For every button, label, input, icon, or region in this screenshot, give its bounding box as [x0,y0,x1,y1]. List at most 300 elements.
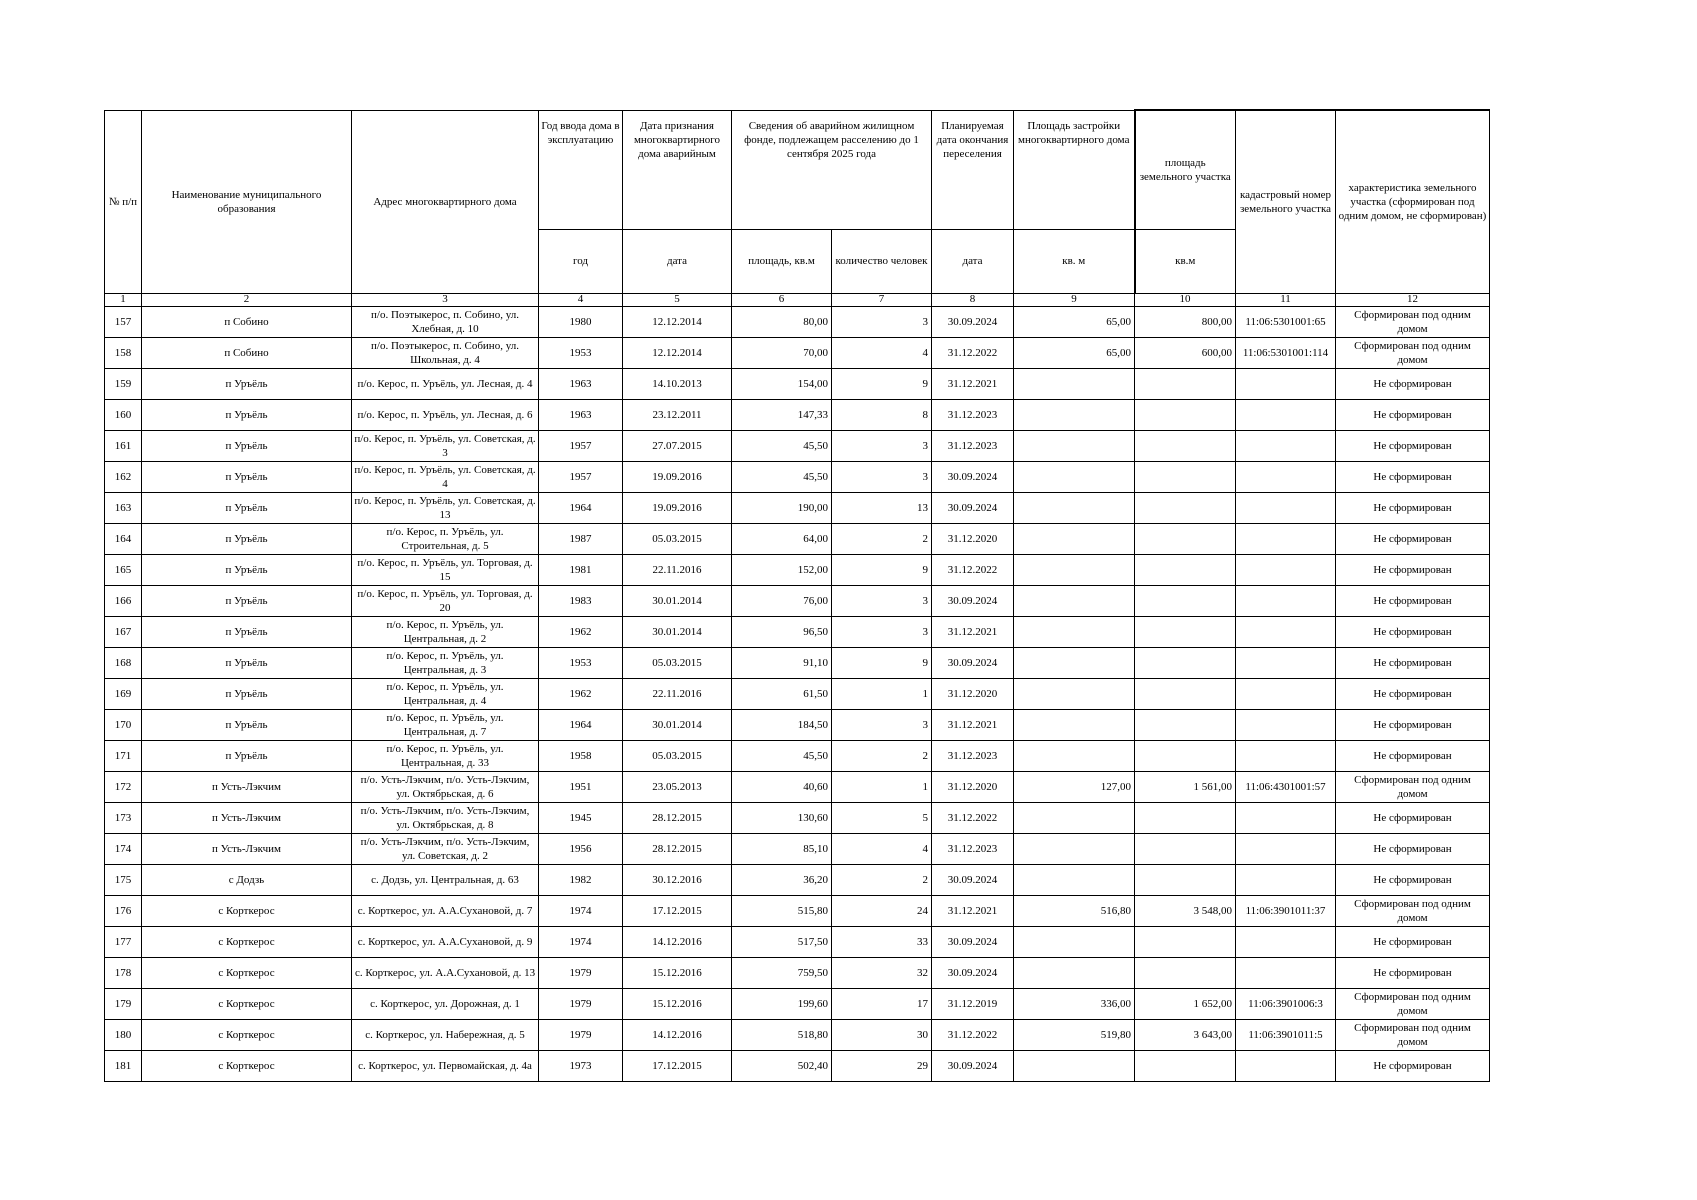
building-area [1014,864,1135,895]
table-body [105,306,1490,1081]
municipality: с Корткерос [142,926,352,957]
table-row [105,523,1490,554]
municipality: п Уръёль [142,430,352,461]
area: 147,33 [732,399,832,430]
table-row [105,678,1490,709]
address: п/о. Керос, п. Уръёль, ул. Торговая, д. 15 [352,554,539,585]
subheader-people: количество человек [832,229,932,293]
people-count: 4 [832,833,932,864]
planned-date: 31.12.2023 [932,430,1014,461]
area: 85,10 [732,833,832,864]
people-count: 2 [832,740,932,771]
recognition-date: 19.09.2016 [623,461,732,492]
year-built: 1951 [539,771,623,802]
planned-date: 31.12.2020 [932,678,1014,709]
people-count: 3 [832,430,932,461]
recognition-date: 27.07.2015 [623,430,732,461]
year-built: 1979 [539,988,623,1019]
building-area [1014,492,1135,523]
land-characteristic: Не сформирован [1336,740,1490,771]
people-count: 4 [832,337,932,368]
row-number: 169 [105,678,142,709]
planned-date: 30.09.2024 [932,492,1014,523]
land-area [1135,616,1236,647]
land-area [1135,399,1236,430]
land-characteristic: Не сформирован [1336,709,1490,740]
cadastral-number: 11:06:5301001:114 [1236,337,1336,368]
address: с. Корткерос, ул. Набережная, д. 5 [352,1019,539,1050]
year-built: 1953 [539,337,623,368]
people-count: 32 [832,957,932,988]
year-built: 1963 [539,399,623,430]
row-number: 162 [105,461,142,492]
year-built: 1979 [539,1019,623,1050]
row-number: 159 [105,368,142,399]
municipality: с Корткерос [142,957,352,988]
row-number: 158 [105,337,142,368]
area: 517,50 [732,926,832,957]
land-characteristic: Сформирован под одним домом [1336,306,1490,337]
row-number: 180 [105,1019,142,1050]
municipality: п Собино [142,306,352,337]
planned-date: 31.12.2022 [932,337,1014,368]
cadastral-number [1236,833,1336,864]
year-built: 1974 [539,926,623,957]
land-characteristic: Сформирован под одним домом [1336,1019,1490,1050]
subheader-date: дата [623,229,732,293]
land-characteristic: Не сформирован [1336,554,1490,585]
land-area [1135,430,1236,461]
subheader-land-unit: кв.м [1135,229,1236,293]
recognition-date: 30.01.2014 [623,616,732,647]
people-count: 8 [832,399,932,430]
row-number: 157 [105,306,142,337]
land-characteristic: Не сформирован [1336,647,1490,678]
table-row [105,1050,1490,1081]
recognition-date: 23.12.2011 [623,399,732,430]
people-count: 9 [832,554,932,585]
area: 91,10 [732,647,832,678]
area: 96,50 [732,616,832,647]
cadastral-number [1236,802,1336,833]
year-built: 1981 [539,554,623,585]
row-number: 181 [105,1050,142,1081]
table-row [105,368,1490,399]
cadastral-number [1236,616,1336,647]
recognition-date: 14.10.2013 [623,368,732,399]
land-area [1135,864,1236,895]
planned-date: 31.12.2020 [932,523,1014,554]
land-area [1135,740,1236,771]
building-area: 65,00 [1014,337,1135,368]
building-area [1014,368,1135,399]
address: с. Корткерос, ул. А.А.Сухановой, д. 7 [352,895,539,926]
people-count: 3 [832,461,932,492]
land-characteristic: Не сформирован [1336,616,1490,647]
column-number-row [105,293,1490,306]
people-count: 3 [832,585,932,616]
table-row [105,554,1490,585]
row-number: 170 [105,709,142,740]
area: 759,50 [732,957,832,988]
land-characteristic: Сформирован под одним домом [1336,337,1490,368]
building-area [1014,585,1135,616]
table-row [105,306,1490,337]
address: с. Корткерос, ул. Дорожная, д. 1 [352,988,539,1019]
table-row [105,771,1490,802]
planned-date: 30.09.2024 [932,647,1014,678]
header-land-characteristic: характеристика земельного участка (сформирован под одним домом, не сформирован) [1336,110,1490,293]
row-number: 172 [105,771,142,802]
recognition-date: 17.12.2015 [623,1050,732,1081]
cadastral-number: 11:06:5301001:65 [1236,306,1336,337]
land-area [1135,1050,1236,1081]
recognition-date: 15.12.2016 [623,988,732,1019]
table-row [105,988,1490,1019]
building-area [1014,802,1135,833]
address: п/о. Поэтыкерос, п. Собино, ул. Школьная, д. 4 [352,337,539,368]
address: п/о. Поэтыкерос, п. Собино, ул. Хлебная, д. 10 [352,306,539,337]
area: 190,00 [732,492,832,523]
cadastral-number: 11:06:3901006:3 [1236,988,1336,1019]
address: п/о. Усть-Лэкчим, п/о. Усть-Лэкчим, ул. Октябрьская, д. 6 [352,771,539,802]
subheader-plan-date: дата [932,229,1014,293]
recognition-date: 15.12.2016 [623,957,732,988]
municipality: п Уръёль [142,585,352,616]
year-built: 1974 [539,895,623,926]
column-number: 12 [1336,293,1490,306]
row-number: 165 [105,554,142,585]
year-built: 1956 [539,833,623,864]
address: п/о. Керос, п. Уръёль, ул. Строительная, д. 5 [352,523,539,554]
people-count: 24 [832,895,932,926]
header-recognition-date: Дата признания многоквартирного дома аварийным [623,110,732,229]
year-built: 1983 [539,585,623,616]
land-area: 1 652,00 [1135,988,1236,1019]
municipality: п Уръёль [142,492,352,523]
people-count: 33 [832,926,932,957]
column-number: 8 [932,293,1014,306]
municipality: п Усть-Лэкчим [142,771,352,802]
municipality: с Корткерос [142,1050,352,1081]
cadastral-number [1236,554,1336,585]
planned-date: 31.12.2020 [932,771,1014,802]
housing-table [104,109,1490,1082]
row-number: 173 [105,802,142,833]
address: п/о. Керос, п. Уръёль, ул. Центральная, д. 33 [352,740,539,771]
land-area [1135,833,1236,864]
land-area [1135,709,1236,740]
people-count: 1 [832,771,932,802]
planned-date: 30.09.2024 [932,957,1014,988]
cadastral-number [1236,492,1336,523]
row-number: 178 [105,957,142,988]
year-built: 1957 [539,461,623,492]
row-number: 171 [105,740,142,771]
header-planned-date: Планируемая дата окончания переселения [932,110,1014,229]
land-area: 3 643,00 [1135,1019,1236,1050]
header-number: № п/п [105,110,142,293]
year-built: 1980 [539,306,623,337]
header-land-area: площадь земельного участка [1135,110,1236,229]
municipality: п Уръёль [142,709,352,740]
cadastral-number [1236,926,1336,957]
year-built: 1973 [539,1050,623,1081]
municipality: п Усть-Лэкчим [142,802,352,833]
planned-date: 30.09.2024 [932,585,1014,616]
planned-date: 31.12.2023 [932,740,1014,771]
land-characteristic: Не сформирован [1336,461,1490,492]
area: 199,60 [732,988,832,1019]
municipality: п Уръёль [142,616,352,647]
land-area [1135,802,1236,833]
address: п/о. Керос, п. Уръёль, ул. Советская, д. 4 [352,461,539,492]
year-built: 1964 [539,492,623,523]
table-row [105,430,1490,461]
planned-date: 31.12.2021 [932,895,1014,926]
planned-date: 31.12.2019 [932,988,1014,1019]
land-characteristic: Не сформирован [1336,585,1490,616]
people-count: 3 [832,709,932,740]
area: 61,50 [732,678,832,709]
row-number: 164 [105,523,142,554]
column-number: 9 [1014,293,1135,306]
address: п/о. Керос, п. Уръёль, ул. Центральная, д. 7 [352,709,539,740]
area: 64,00 [732,523,832,554]
column-number: 10 [1135,293,1236,306]
area: 154,00 [732,368,832,399]
municipality: п Уръёль [142,399,352,430]
table-row [105,585,1490,616]
address: п/о. Керос, п. Уръёль, ул. Центральная, д. 3 [352,647,539,678]
header-address: Адрес многоквартирного дома [352,110,539,293]
year-built: 1964 [539,709,623,740]
area: 40,60 [732,771,832,802]
planned-date: 31.12.2023 [932,833,1014,864]
recognition-date: 05.03.2015 [623,647,732,678]
building-area [1014,833,1135,864]
recognition-date: 12.12.2014 [623,337,732,368]
recognition-date: 28.12.2015 [623,802,732,833]
address: п/о. Усть-Лэкчим, п/о. Усть-Лэкчим, ул. Октябрьская, д. 8 [352,802,539,833]
row-number: 161 [105,430,142,461]
land-characteristic: Не сформирован [1336,678,1490,709]
building-area [1014,678,1135,709]
municipality: п Усть-Лэкчим [142,833,352,864]
people-count: 9 [832,368,932,399]
recognition-date: 30.01.2014 [623,585,732,616]
people-count: 17 [832,988,932,1019]
building-area [1014,399,1135,430]
cadastral-number [1236,368,1336,399]
cadastral-number [1236,461,1336,492]
address: п/о. Керос, п. Уръёль, ул. Лесная, д. 6 [352,399,539,430]
land-area [1135,368,1236,399]
cadastral-number [1236,957,1336,988]
people-count: 30 [832,1019,932,1050]
building-area: 65,00 [1014,306,1135,337]
building-area [1014,926,1135,957]
address: п/о. Керос, п. Уръёль, ул. Лесная, д. 4 [352,368,539,399]
table-row [105,399,1490,430]
year-built: 1958 [539,740,623,771]
building-area: 519,80 [1014,1019,1135,1050]
recognition-date: 30.12.2016 [623,864,732,895]
planned-date: 30.09.2024 [932,864,1014,895]
building-area [1014,647,1135,678]
recognition-date: 22.11.2016 [623,678,732,709]
area: 70,00 [732,337,832,368]
land-characteristic: Не сформирован [1336,864,1490,895]
table-row [105,616,1490,647]
planned-date: 31.12.2022 [932,554,1014,585]
land-characteristic: Не сформирован [1336,957,1490,988]
year-built: 1957 [539,430,623,461]
row-number: 168 [105,647,142,678]
cadastral-number: 11:06:3901011:5 [1236,1019,1336,1050]
cadastral-number [1236,647,1336,678]
land-area [1135,926,1236,957]
subheader-build-unit: кв. м [1014,229,1135,293]
header-cadastral-number: кадастровый номер земельного участка [1236,110,1336,293]
table-row [105,895,1490,926]
row-number: 177 [105,926,142,957]
building-area: 336,00 [1014,988,1135,1019]
land-characteristic: Не сформирован [1336,926,1490,957]
table-row [105,1019,1490,1050]
building-area [1014,523,1135,554]
land-characteristic: Не сформирован [1336,833,1490,864]
people-count: 29 [832,1050,932,1081]
recognition-date: 23.05.2013 [623,771,732,802]
header-municipality: Наименование муниципального образования [142,110,352,293]
cadastral-number [1236,678,1336,709]
recognition-date: 19.09.2016 [623,492,732,523]
year-built: 1945 [539,802,623,833]
people-count: 13 [832,492,932,523]
municipality: п Собино [142,337,352,368]
land-area: 800,00 [1135,306,1236,337]
building-area [1014,461,1135,492]
planned-date: 31.12.2021 [932,368,1014,399]
address: п/о. Усть-Лэкчим, п/о. Усть-Лэкчим, ул. Советская, д. 2 [352,833,539,864]
municipality: п Уръёль [142,647,352,678]
cadastral-number [1236,864,1336,895]
table-row [105,461,1490,492]
people-count: 3 [832,306,932,337]
row-number: 160 [105,399,142,430]
land-characteristic: Не сформирован [1336,802,1490,833]
land-characteristic: Не сформирован [1336,1050,1490,1081]
building-area: 516,80 [1014,895,1135,926]
land-area: 3 548,00 [1135,895,1236,926]
planned-date: 30.09.2024 [932,461,1014,492]
planned-date: 31.12.2021 [932,616,1014,647]
land-characteristic: Не сформирован [1336,523,1490,554]
land-area [1135,523,1236,554]
address: с. Додзь, ул. Центральная, д. 63 [352,864,539,895]
area: 76,00 [732,585,832,616]
area: 515,80 [732,895,832,926]
land-area [1135,647,1236,678]
building-area [1014,616,1135,647]
area: 502,40 [732,1050,832,1081]
people-count: 3 [832,616,932,647]
address: с. Корткерос, ул. Первомайская, д. 4а [352,1050,539,1081]
column-number: 1 [105,293,142,306]
municipality: п Уръёль [142,523,352,554]
land-characteristic: Не сформирован [1336,430,1490,461]
table-row [105,709,1490,740]
address: с. Корткерос, ул. А.А.Сухановой, д. 13 [352,957,539,988]
cadastral-number [1236,709,1336,740]
cadastral-number [1236,523,1336,554]
year-built: 1987 [539,523,623,554]
municipality: с Корткерос [142,895,352,926]
land-characteristic: Не сформирован [1336,399,1490,430]
row-number: 176 [105,895,142,926]
address: п/о. Керос, п. Уръёль, ул. Советская, д. 3 [352,430,539,461]
address: п/о. Керос, п. Уръёль, ул. Торговая, д. 20 [352,585,539,616]
land-characteristic: Сформирован под одним домом [1336,988,1490,1019]
recognition-date: 14.12.2016 [623,926,732,957]
area: 152,00 [732,554,832,585]
recognition-date: 12.12.2014 [623,306,732,337]
year-built: 1962 [539,616,623,647]
municipality: п Уръёль [142,740,352,771]
recognition-date: 05.03.2015 [623,523,732,554]
recognition-date: 17.12.2015 [623,895,732,926]
planned-date: 31.12.2022 [932,802,1014,833]
planned-date: 31.12.2023 [932,399,1014,430]
people-count: 2 [832,864,932,895]
subheader-area: площадь, кв.м [732,229,832,293]
cadastral-number [1236,585,1336,616]
table-row [105,802,1490,833]
municipality: п Уръёль [142,368,352,399]
address: п/о. Керос, п. Уръёль, ул. Советская, д. 13 [352,492,539,523]
municipality: п Уръёль [142,461,352,492]
land-area [1135,678,1236,709]
area: 130,60 [732,802,832,833]
column-number: 3 [352,293,539,306]
header-emergency-fund: Сведения об аварийном жилищном фонде, подлежащем расселению до 1 сентября 2025 года [732,110,932,229]
building-area [1014,957,1135,988]
table-row [105,864,1490,895]
row-number: 166 [105,585,142,616]
cadastral-number [1236,430,1336,461]
column-number: 7 [832,293,932,306]
recognition-date: 28.12.2015 [623,833,732,864]
land-characteristic: Сформирован под одним домом [1336,895,1490,926]
row-number: 163 [105,492,142,523]
land-characteristic: Сформирован под одним домом [1336,771,1490,802]
header-year: Год ввода дома в эксплуатацию [539,110,623,229]
header-building-area: Площадь застройки многоквартирного дома [1014,110,1135,229]
people-count: 1 [832,678,932,709]
land-area: 600,00 [1135,337,1236,368]
year-built: 1963 [539,368,623,399]
row-number: 174 [105,833,142,864]
municipality: с Додзь [142,864,352,895]
area: 36,20 [732,864,832,895]
row-number: 167 [105,616,142,647]
land-area [1135,492,1236,523]
land-area [1135,585,1236,616]
recognition-date: 22.11.2016 [623,554,732,585]
row-number: 179 [105,988,142,1019]
building-area [1014,430,1135,461]
